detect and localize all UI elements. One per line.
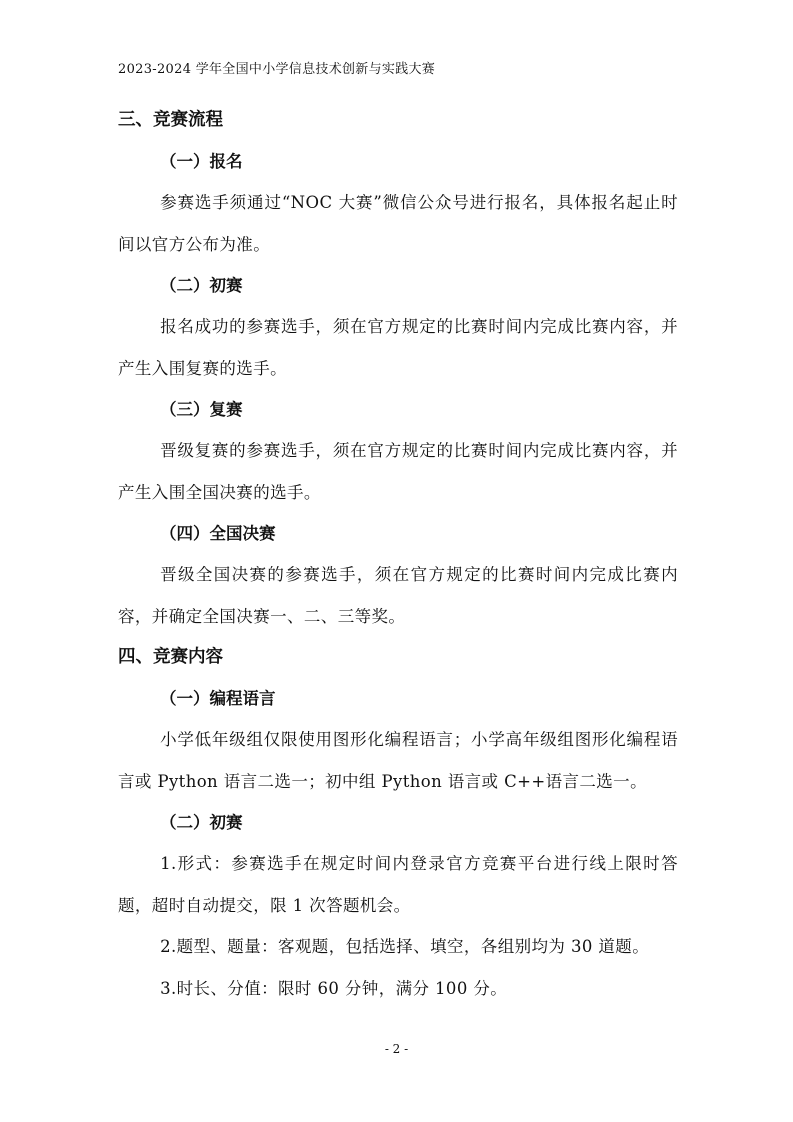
paragraph-preliminary: 报名成功的参赛选手，须在官方规定的比赛时间内完成比赛内容，并产生入围复赛的选手。 — [118, 317, 678, 378]
subsection-heading-registration: （一）报名 — [160, 152, 243, 171]
paragraph-duration-score: 3.时长、分值：限时 60 分钟，满分 100 分。 — [160, 978, 508, 998]
document-body — [118, 100, 678, 1009]
section-heading-content: 四、竞赛内容 — [118, 647, 223, 667]
paragraph-format: 1.形式：参赛选手在规定时间内登录官方竞赛平台进行线上限时答题，超时自动提交，限 1 次答题机会。 — [118, 854, 678, 915]
subsection-heading-semifinal: （三）复赛 — [160, 400, 243, 419]
paragraph-national-final: 晋级全国决赛的参赛选手，须在官方规定的比赛时间内完成比赛内容，并确定全国决赛一、二、三等奖。 — [118, 565, 678, 626]
paragraph-question-types: 2.题型、题量：客观题，包括选择、填空，各组别均为 30 道题。 — [160, 937, 650, 956]
paragraph-semifinal: 晋级复赛的参赛选手，须在官方规定的比赛时间内完成比赛内容，并产生入围全国决赛的选手。 — [118, 441, 678, 502]
page-number: - 2 - — [384, 1042, 409, 1056]
paragraph-programming-language: 小学低年级组仅限使用图形化编程语言；小学高年级组图形化编程语言或 Python 语言二选一；初中组 Python 语言或 C++语言二选一。 — [118, 730, 678, 791]
subsection-heading-national-final: （四）全国决赛 — [160, 524, 276, 543]
section-heading-process: 三、竞赛流程 — [118, 110, 223, 130]
subsection-heading-preliminary-content: （二）初赛 — [160, 813, 243, 832]
paragraph-registration: 参赛选手须通过“NOC 大赛”微信公众号进行报名，具体报名起止时间以官方公布为准。 — [118, 193, 678, 254]
subsection-heading-programming-language: （一）编程语言 — [160, 689, 276, 708]
subsection-heading-preliminary: （二）初赛 — [160, 276, 243, 295]
page-header: 2023-2024 学年全国中小学信息技术创新与实践大赛 — [118, 62, 436, 77]
